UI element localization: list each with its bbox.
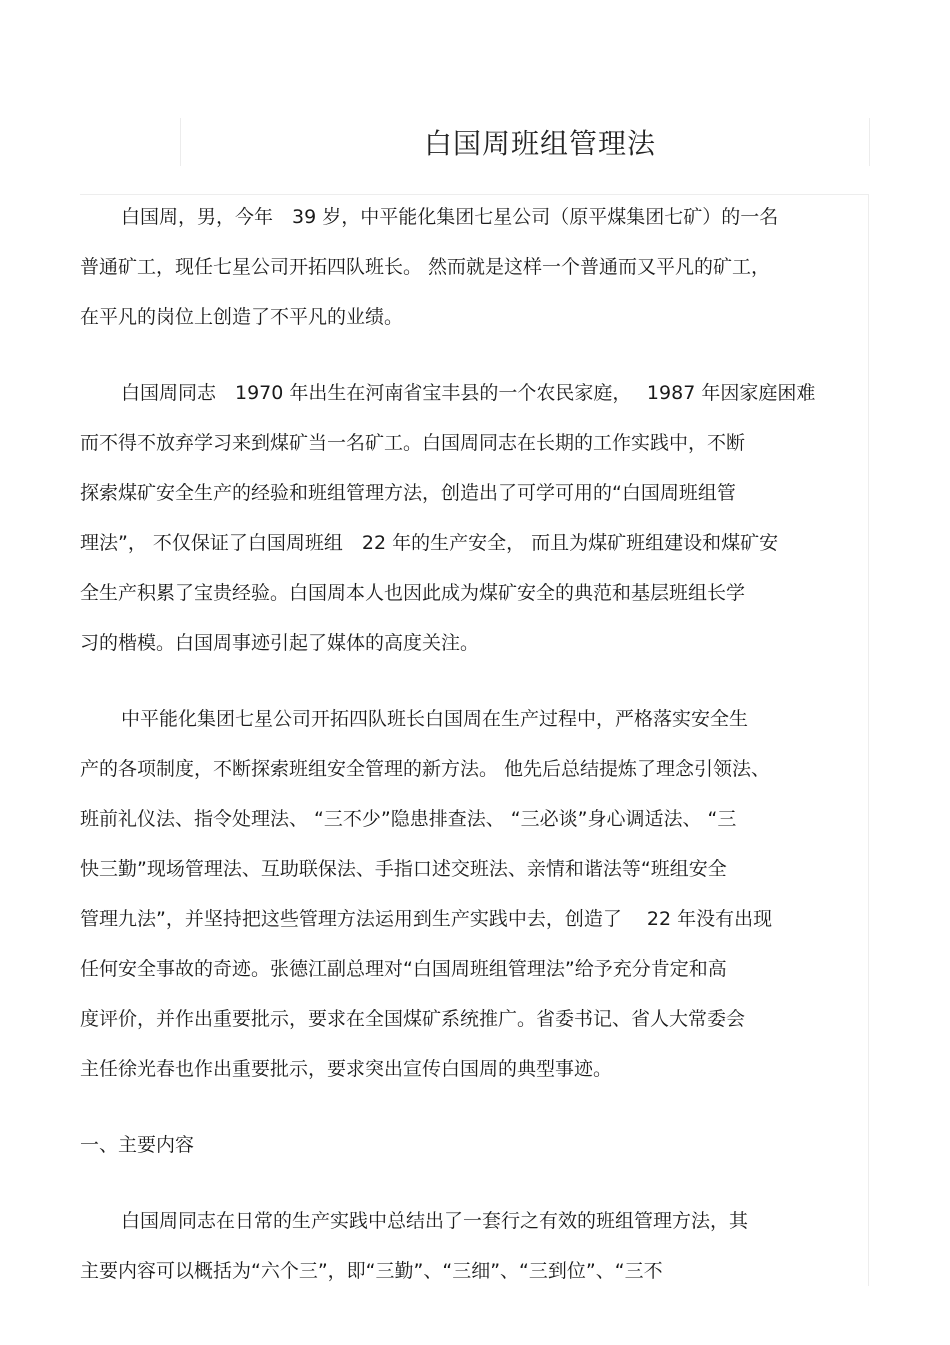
- paragraph-line: 管理九法”，并坚持把这些管理方法运用到生产实践中去，创造了 22 年没有出现: [80, 908, 773, 930]
- document-body: [80, 192, 868, 1322]
- paragraph-line: 习的楷模。白国周事迹引起了媒体的高度关注。: [80, 632, 480, 654]
- paragraph-line: 度评价，并作出重要批示，要求在全国煤矿系统推广。省委书记、省人大常委会: [80, 1008, 746, 1030]
- content-right-border: [868, 194, 869, 1286]
- paragraph-line: 理法”， 不仅保证了白国周班组 22 年的生产安全， 而且为煤矿班组建设和煤矿安: [80, 532, 779, 554]
- section-heading-text: 一、主要内容: [80, 1134, 195, 1156]
- paragraph-line: 而不得不放弃学习来到煤矿当一名矿工。白国周同志在长期的工作实践中，不断: [80, 432, 746, 454]
- paragraph-line: 普通矿工，现任七星公司开拓四队班长。 然而就是这样一个普通而又平凡的矿工，: [80, 256, 771, 278]
- title-frame: [180, 118, 870, 166]
- paragraph-line: 任何安全事故的奇迹。张德江副总理对“白国周班组管理法”给予充分肯定和高: [80, 958, 727, 980]
- document-title: 白国周班组管理法: [423, 127, 656, 160]
- paragraph-line: 在平凡的岗位上创造了不平凡的业绩。: [80, 306, 404, 328]
- paragraph-line: 探索煤矿安全生产的经验和班组管理方法，创造出了可学可用的“白国周班组管: [80, 482, 736, 504]
- section-heading: [80, 1120, 868, 1170]
- paragraph-main-content: [80, 1196, 868, 1296]
- paragraph-line: 产的各项制度，不断探索班组安全管理的新方法。 他先后总结提炼了理念引领法、: [80, 758, 771, 780]
- paragraph-line: 白国周同志在日常的生产实践中总结出了一套行之有效的班组管理方法，其: [121, 1210, 749, 1232]
- paragraph-line: 中平能化集团七星公司开拓四队班长白国周在生产过程中，严格落实安全生: [121, 708, 749, 730]
- paragraph-line: 快三勤”现场管理法、互助联保法、手指口述交班法、亲情和谐法等“班组安全: [80, 858, 727, 880]
- paragraph-line: 白国周同志 1970 年出生在河南省宝丰县的一个农民家庭， 1987 年因家庭困难: [121, 382, 816, 404]
- paragraph-line: 全生产积累了宝贵经验。白国周本人也因此成为煤矿安全的典范和基层班组长学: [80, 582, 746, 604]
- paragraph-achievements: [80, 694, 868, 1094]
- paragraph-background: [80, 368, 868, 668]
- paragraph-intro: [80, 192, 868, 342]
- paragraph-line: 主任徐光春也作出重要批示，要求突出宣传白国周的典型事迹。: [80, 1058, 613, 1080]
- paragraph-line: 白国周，男，今年 39 岁，中平能化集团七星公司（原平煤集团七矿）的一名: [121, 206, 779, 228]
- paragraph-line: 班前礼仪法、指令处理法、 “三不少”隐患排查法、 “三必谈”身心调适法、 “三: [80, 808, 737, 830]
- paragraph-line: 主要内容可以概括为“六个三”，即“三勤”、“三细”、“三到位”、“三不: [80, 1260, 663, 1282]
